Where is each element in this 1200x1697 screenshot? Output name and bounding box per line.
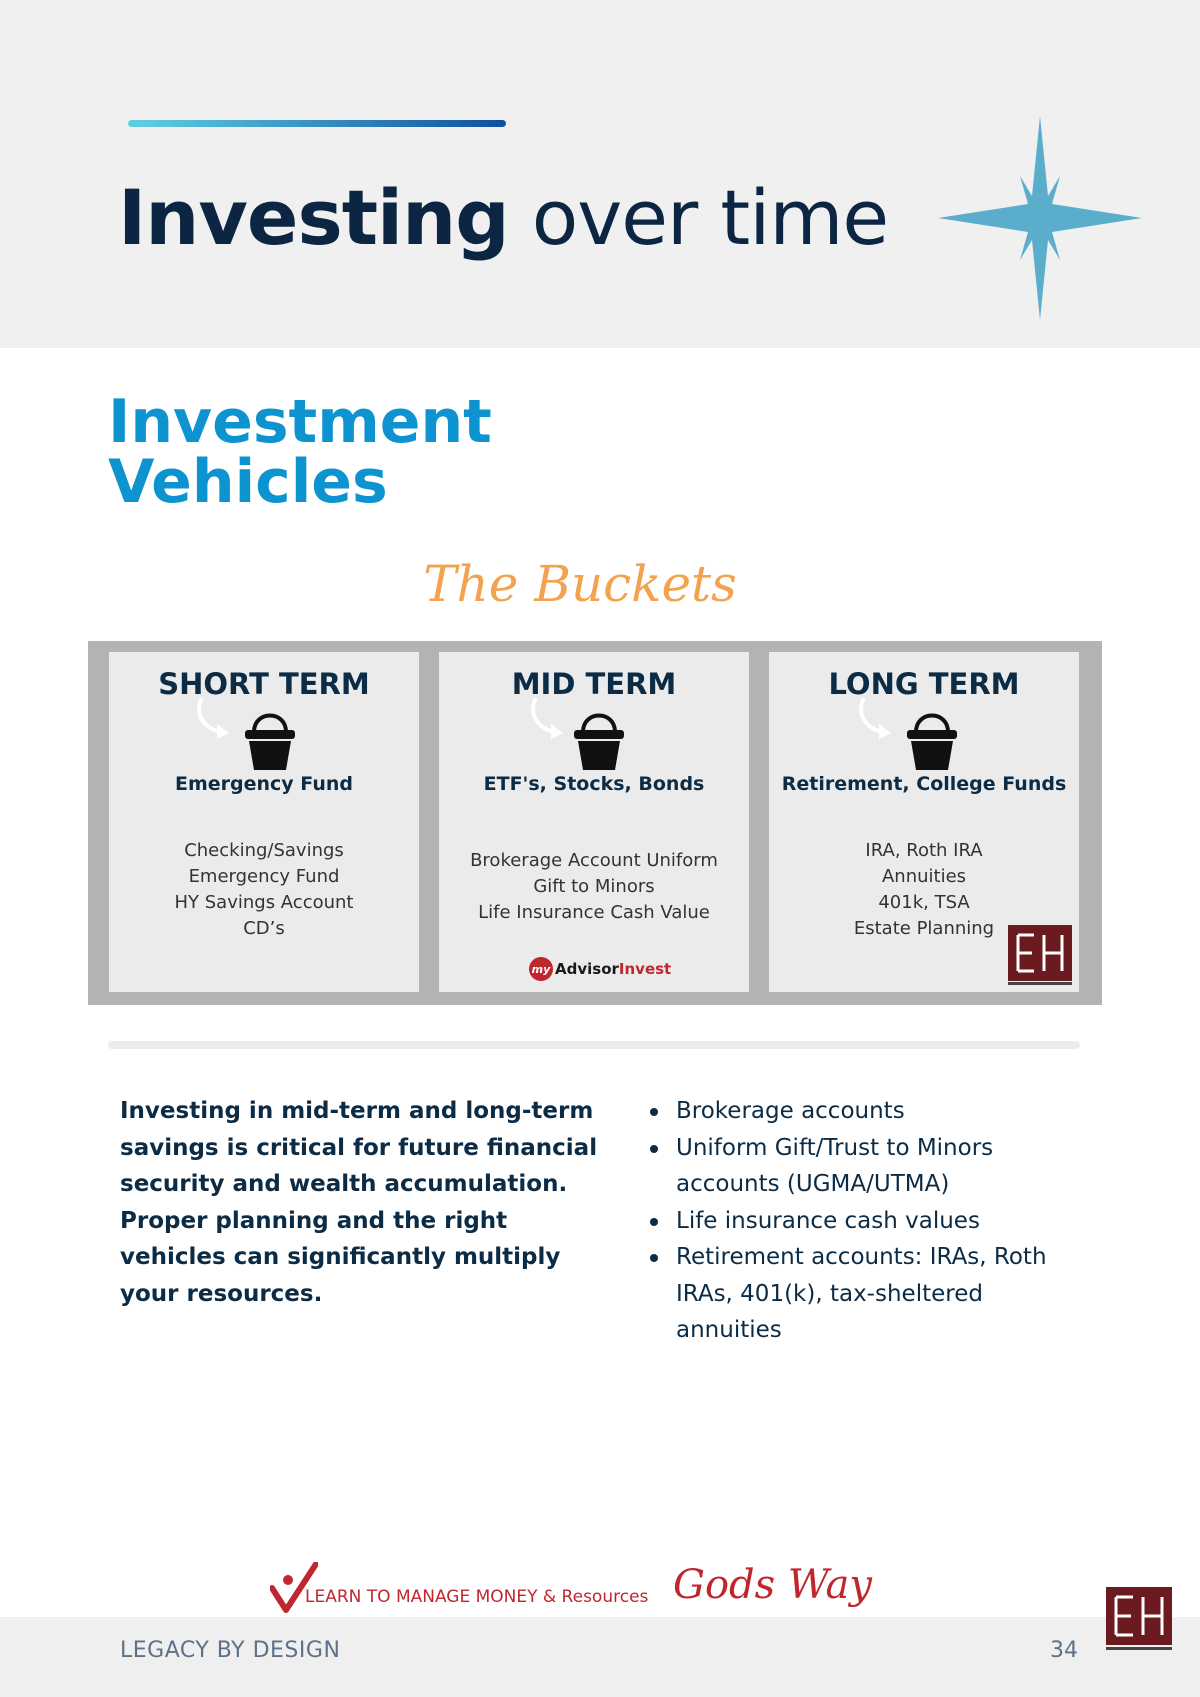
list-item: CD’s — [243, 918, 285, 939]
bucket-card-short-term — [109, 652, 419, 992]
accent-line — [128, 120, 506, 127]
eh-wealth-advisors-logo — [1008, 925, 1072, 987]
curved-arrow-icon — [855, 698, 895, 740]
section-title — [108, 387, 608, 517]
footer-text: LEGACY BY DESIGN — [120, 1638, 341, 1663]
logo-text-invest: Invest — [618, 960, 672, 978]
card-subtitle: Emergency Fund — [175, 773, 353, 795]
bucket-card-mid-term — [439, 652, 749, 992]
bucket-icon — [906, 710, 958, 772]
bucket-icon — [573, 710, 625, 772]
bullet-list — [648, 1093, 1088, 1349]
card-list — [109, 838, 419, 942]
section-title-line1: Investment — [108, 387, 492, 457]
list-item: Retirement accounts: IRAs, Roth IRAs, 401(k), tax-sheltered annuities — [648, 1239, 1088, 1349]
list-item: Brokerage Account Uniform — [470, 850, 718, 871]
eh-wealth-advisors-logo — [1106, 1587, 1172, 1653]
curved-arrow-icon — [193, 698, 233, 740]
list-item: IRA, Roth IRA — [865, 840, 983, 861]
card-list — [439, 848, 749, 926]
card-subtitle: ETF's, Stocks, Bonds — [483, 773, 705, 795]
footer-slogan: LEARN TO MANAGE MONEY & Resources — [305, 1587, 649, 1607]
list-item: Life insurance cash values — [648, 1203, 1088, 1240]
card-title: LONG TERM — [828, 667, 1020, 701]
list-item: Checking/Savings — [184, 840, 344, 861]
list-item: HY Savings Account — [174, 892, 354, 913]
footer-slogan-script: Gods Way — [673, 1562, 872, 1608]
list-item: Brokerage accounts — [648, 1093, 1088, 1130]
list-item: Life Insurance Cash Value — [478, 902, 710, 923]
page-title — [118, 168, 888, 268]
page-title-bold: Investing — [118, 173, 509, 262]
logo-text-advisor: Advisor — [555, 960, 619, 978]
bucket-icon — [244, 710, 296, 772]
card-title: SHORT TERM — [158, 667, 370, 701]
body-paragraph: Investing in mid-term and long-term savings is critical for future financial security and wealth accumulation. Proper planning and the right vehicles can significantly multiply your resources. — [120, 1098, 598, 1307]
list-item: Emergency Fund — [188, 866, 340, 887]
card-subtitle: Retirement, College Funds — [781, 773, 1067, 795]
buckets-panel — [88, 641, 1102, 1005]
section-divider — [108, 1041, 1080, 1049]
logo-mark: my — [529, 957, 553, 981]
section-title-line2: Vehicles — [108, 447, 388, 517]
star-icon — [938, 116, 1142, 320]
list-item: 401k, TSA — [878, 892, 970, 913]
curved-arrow-icon — [527, 698, 567, 740]
page-title-regular: over time — [531, 173, 889, 262]
card-title: MID TERM — [511, 667, 677, 701]
myadvisorinvest-logo — [529, 955, 671, 983]
list-item: Uniform Gift/Trust to Minors accounts (UGMA/UTMA) — [648, 1130, 1088, 1203]
bucket-card-long-term — [769, 652, 1079, 992]
page-number: 34 — [1050, 1638, 1078, 1663]
list-item: Annuities — [881, 866, 967, 887]
buckets-heading: The Buckets — [423, 555, 737, 613]
list-item: Gift to Minors — [533, 876, 655, 897]
list-item: Estate Planning — [853, 918, 995, 939]
